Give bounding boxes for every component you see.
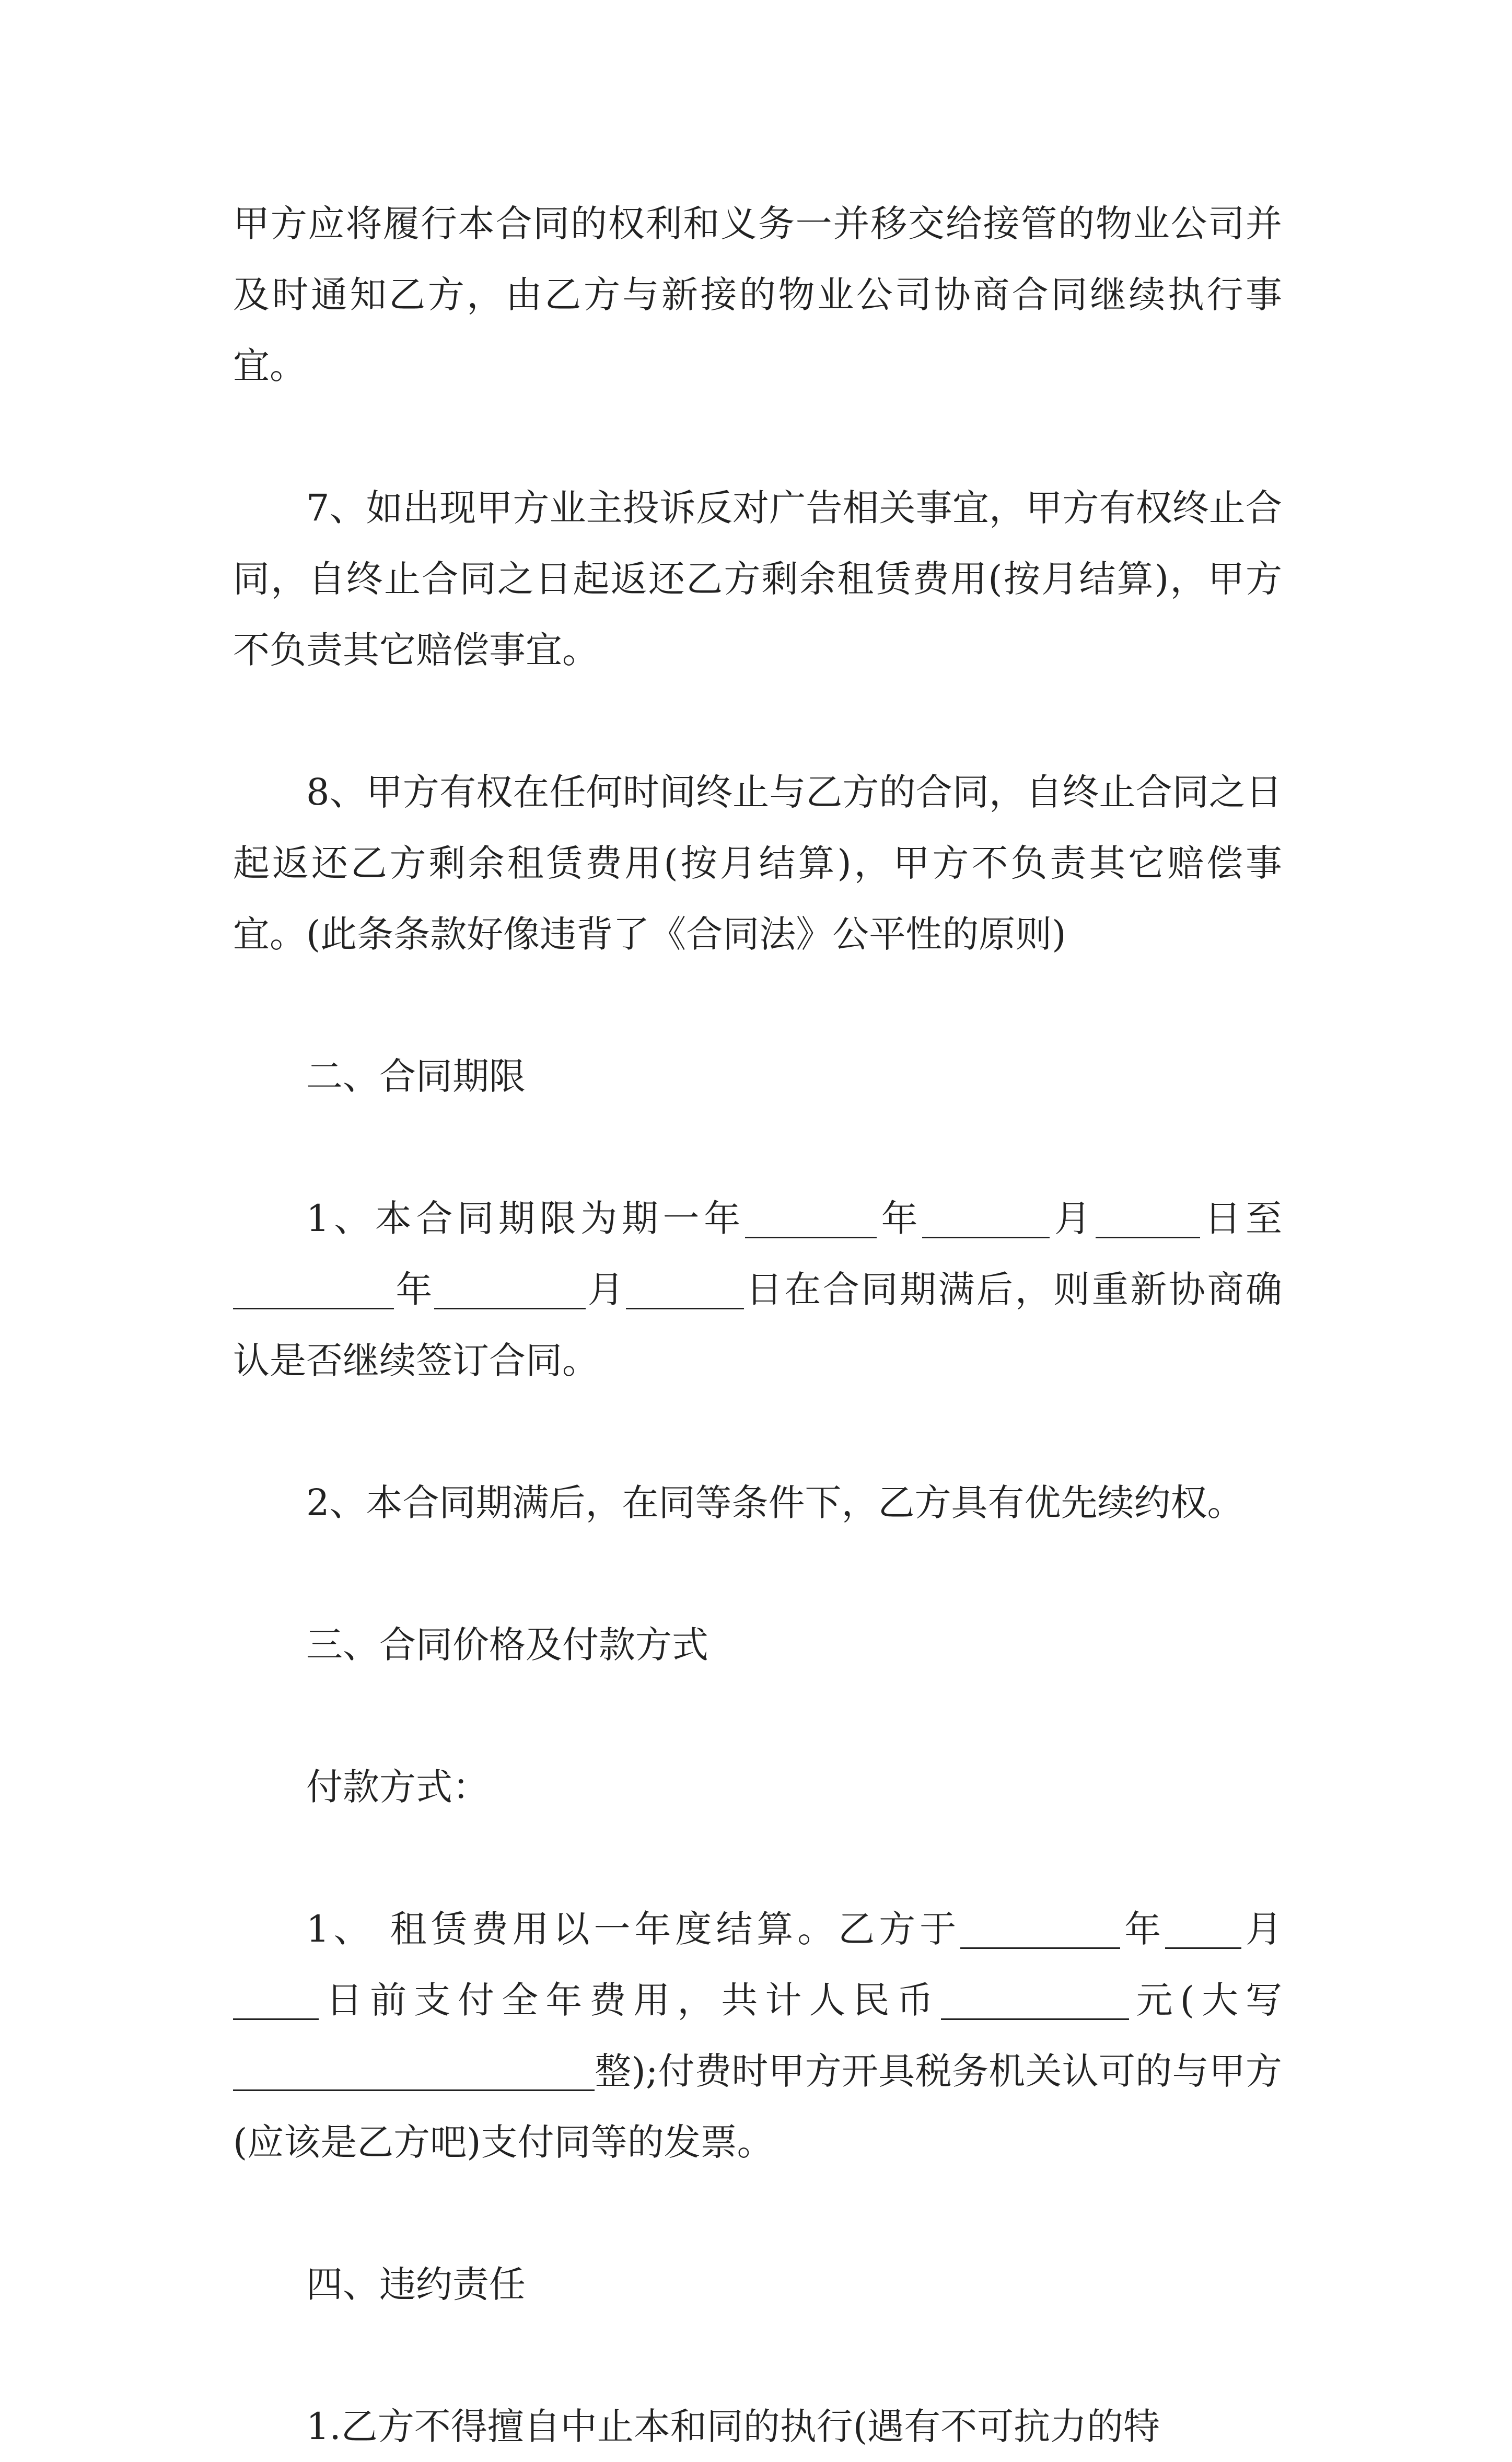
term-text-end: 日在合同期满后，则重新协商确认是否继续签订合同。 — [233, 1268, 1283, 1382]
paragraph-clause-8: 8、甲方有权在任何时间终止与乙方的合同，自终止合同之日起返还乙方剩余租赁费用(按月结算)，甲方不负责其它赔偿事宜。(此条条款好像违背了《合同法》公平性的原则) — [233, 771, 1282, 956]
payment-year-label: 年 — [1120, 1908, 1166, 1950]
section-heading-price: 三、合同价格及付款方式 — [306, 1623, 708, 1666]
blank-end-year — [233, 1271, 394, 1309]
term-text-start: 1、本合同期限为期一年 — [306, 1197, 745, 1240]
blank-start-day — [1096, 1200, 1200, 1238]
blank-start-year — [745, 1200, 877, 1238]
blank-pay-day — [233, 1982, 319, 2020]
payment-yuan-label: 元(大写 — [1129, 1979, 1283, 2022]
term-year2-label: 年 — [394, 1268, 435, 1311]
paragraph-term-2: 2、本合同期满后，在同等条件下，乙方具有优先续约权。 — [306, 1481, 1244, 1524]
blank-pay-month — [1165, 1911, 1241, 1949]
term-month2-label: 月 — [586, 1268, 626, 1311]
blank-start-month — [922, 1200, 1050, 1238]
paragraph-clause-7: 7、如出现甲方业主投诉反对广告相关事宜，甲方有权终止合同，自终止合同之日起返还乙方剩余租赁费用(按月结算)，甲方不负责其它赔偿事宜。 — [233, 486, 1282, 671]
payment-month-label: 月 — [1241, 1908, 1282, 1950]
blank-amount — [941, 1982, 1129, 2020]
paragraph-payment-1 — [233, 1894, 1282, 2178]
document-page — [233, 188, 1282, 2462]
paragraph-handover: 甲方应将履行本合同的权利和义务一并移交给接管的物业公司并及时通知乙方，由乙方与新接的物业公司协商合同继续执行事宜。 — [233, 202, 1282, 387]
blank-end-day — [626, 1271, 744, 1309]
paragraph-term-1 — [233, 1183, 1282, 1396]
payment-method-label: 付款方式： — [306, 1766, 489, 1808]
paragraph-liability-1: 1.乙方不得擅自中止本和同的执行(遇有不可抗力的特 — [306, 2405, 1160, 2448]
payment-text-end: 整);付费时甲方开具税务机关认可的与甲方(应该是乙方吧)支付同等的发票。 — [233, 2050, 1282, 2164]
blank-amount-capital — [233, 2053, 595, 2091]
section-heading-term: 二、合同期限 — [306, 1055, 526, 1098]
section-heading-liability: 四、违约责任 — [306, 2263, 526, 2306]
blank-pay-year — [960, 1911, 1120, 1949]
blank-end-month — [434, 1271, 586, 1309]
term-year-label: 年 — [876, 1197, 923, 1240]
payment-text-start: 1、 租赁费用以一年度结算。乙方于 — [306, 1908, 961, 1950]
payment-text-middle: 日前支付全年费用，共计人民币 — [319, 1979, 941, 2022]
term-month-label: 月 — [1050, 1197, 1096, 1240]
term-day-to-label: 日至 — [1200, 1197, 1283, 1240]
